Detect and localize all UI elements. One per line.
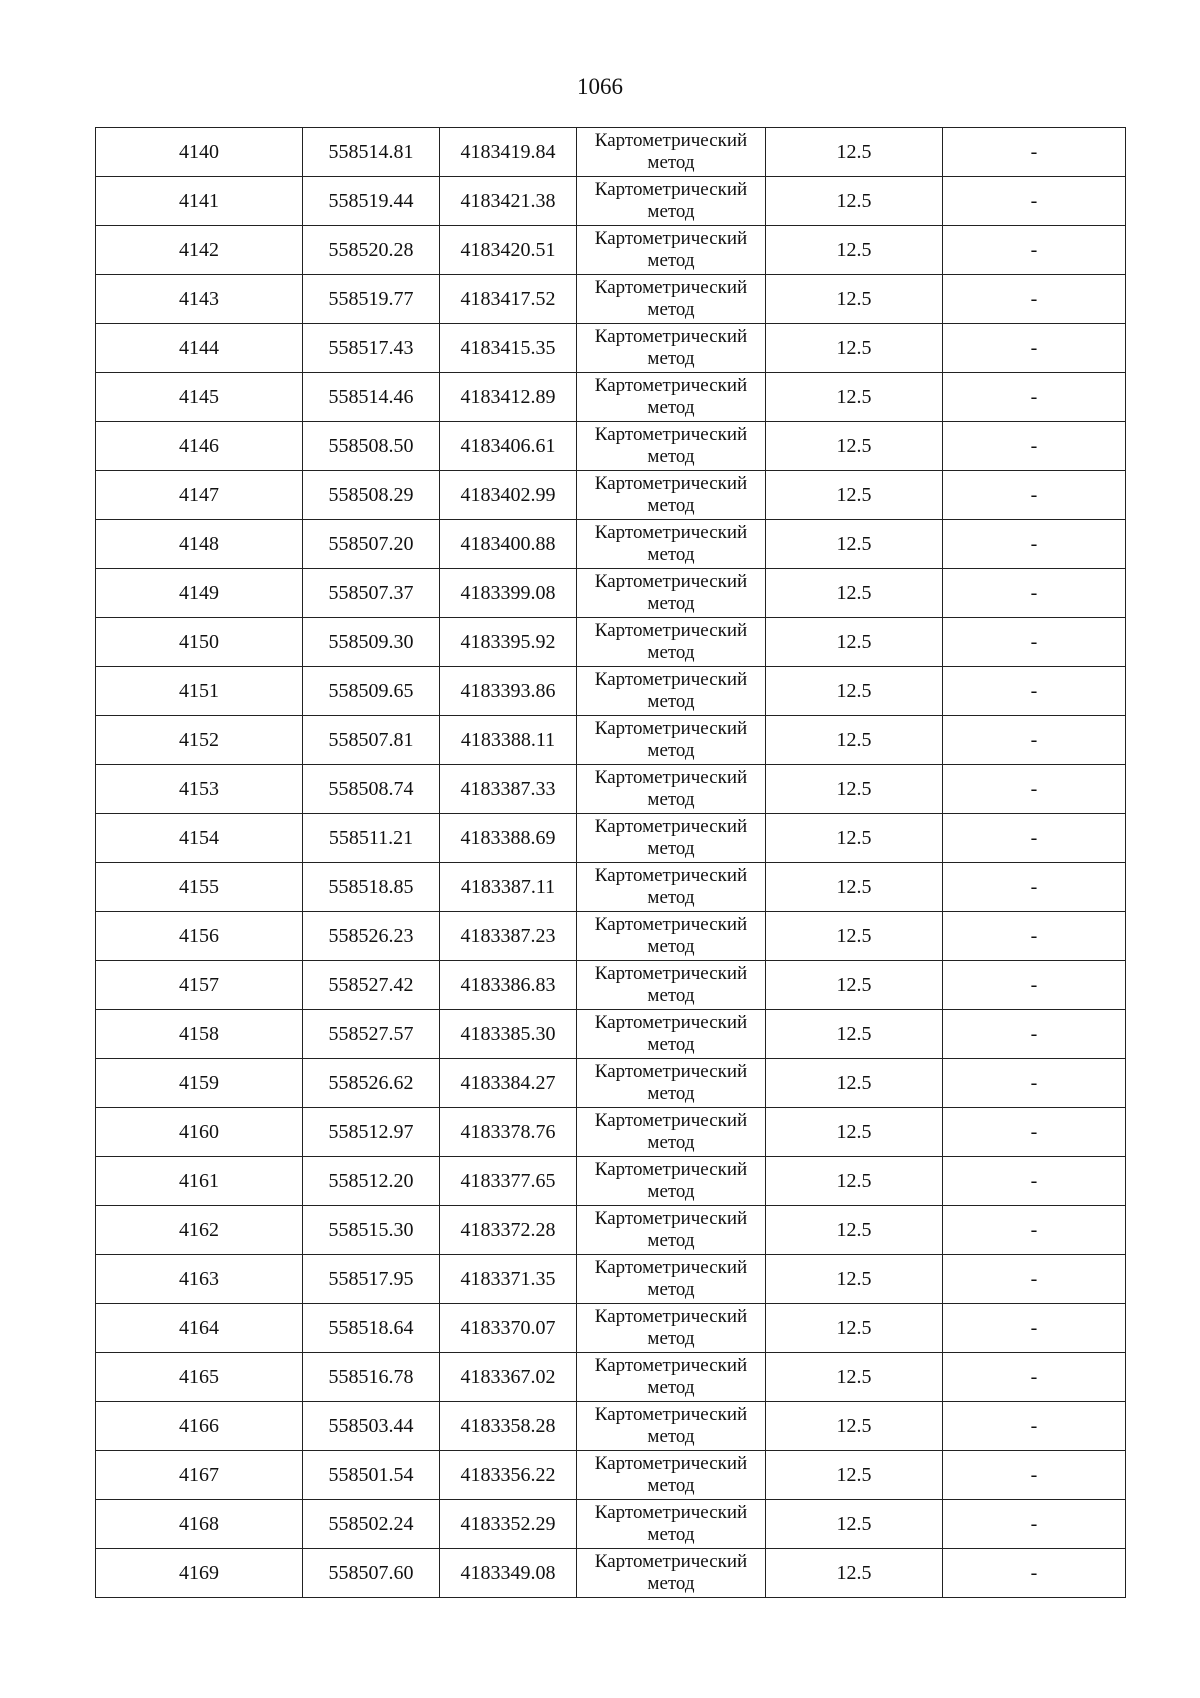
point-number-cell: 4159 [96,1059,303,1108]
accuracy-cell: 12.5 [766,373,943,422]
x-coordinate-cell: 558502.24 [303,1500,440,1549]
point-number-cell: 4168 [96,1500,303,1549]
x-coordinate-cell: 558517.95 [303,1255,440,1304]
method-cell [577,618,766,667]
x-coordinate-cell: 558527.42 [303,961,440,1010]
y-coordinate-cell: 4183349.08 [440,1549,577,1598]
method-cell [577,863,766,912]
accuracy-cell: 12.5 [766,520,943,569]
note-cell: - [943,912,1126,961]
method-line-2: метод [647,1034,695,1055]
accuracy-cell: 12.5 [766,1059,943,1108]
y-coordinate-cell: 4183378.76 [440,1108,577,1157]
note-cell: - [943,1451,1126,1500]
table-row [96,422,1126,471]
point-number-cell: 4148 [96,520,303,569]
note-cell: - [943,1549,1126,1598]
method-line-2: метод [647,1132,695,1153]
table-row [96,667,1126,716]
point-number-cell: 4152 [96,716,303,765]
note-cell: - [943,422,1126,471]
y-coordinate-cell: 4183420.51 [440,226,577,275]
table-row [96,1500,1126,1549]
coordinates-table-body [96,128,1126,1598]
table-row [96,1010,1126,1059]
y-coordinate-cell: 4183387.33 [440,765,577,814]
method-line-2: метод [647,1524,695,1545]
method-cell [577,520,766,569]
x-coordinate-cell: 558518.85 [303,863,440,912]
y-coordinate-cell: 4183402.99 [440,471,577,520]
x-coordinate-cell: 558514.46 [303,373,440,422]
table-row [96,1304,1126,1353]
y-coordinate-cell: 4183352.29 [440,1500,577,1549]
note-cell: - [943,324,1126,373]
y-coordinate-cell: 4183417.52 [440,275,577,324]
point-number-cell: 4140 [96,128,303,177]
point-number-cell: 4145 [96,373,303,422]
point-number-cell: 4164 [96,1304,303,1353]
method-cell [577,1255,766,1304]
method-line-2: метод [647,544,695,565]
accuracy-cell: 12.5 [766,1157,943,1206]
x-coordinate-cell: 558516.78 [303,1353,440,1402]
x-coordinate-cell: 558517.43 [303,324,440,373]
x-coordinate-cell: 558508.50 [303,422,440,471]
table-row [96,912,1126,961]
point-number-cell: 4161 [96,1157,303,1206]
y-coordinate-cell: 4183406.61 [440,422,577,471]
method-cell [577,128,766,177]
point-number-cell: 4146 [96,422,303,471]
method-line-2: метод [647,397,695,418]
y-coordinate-cell: 4183387.11 [440,863,577,912]
method-cell [577,1451,766,1500]
accuracy-cell: 12.5 [766,128,943,177]
method-cell [577,275,766,324]
x-coordinate-cell: 558514.81 [303,128,440,177]
note-cell: - [943,226,1126,275]
method-line-2: метод [647,642,695,663]
point-number-cell: 4147 [96,471,303,520]
note-cell: - [943,177,1126,226]
method-line-1: Картометрический [594,914,748,935]
y-coordinate-cell: 4183400.88 [440,520,577,569]
table-row [96,1255,1126,1304]
method-line-2: метод [647,299,695,320]
table-row [96,275,1126,324]
method-line-1: Картометрический [594,326,748,347]
y-coordinate-cell: 4183388.69 [440,814,577,863]
table-row [96,863,1126,912]
y-coordinate-cell: 4183385.30 [440,1010,577,1059]
method-line-2: метод [647,887,695,908]
table-row [96,177,1126,226]
y-coordinate-cell: 4183388.11 [440,716,577,765]
x-coordinate-cell: 558509.65 [303,667,440,716]
method-cell [577,814,766,863]
x-coordinate-cell: 558501.54 [303,1451,440,1500]
table-row [96,765,1126,814]
note-cell: - [943,667,1126,716]
accuracy-cell: 12.5 [766,1010,943,1059]
method-line-1: Картометрический [594,1404,748,1425]
table-row [96,1059,1126,1108]
y-coordinate-cell: 4183370.07 [440,1304,577,1353]
table-row [96,716,1126,765]
y-coordinate-cell: 4183412.89 [440,373,577,422]
method-line-2: метод [647,1377,695,1398]
method-line-2: метод [647,348,695,369]
note-cell: - [943,1255,1126,1304]
y-coordinate-cell: 4183377.65 [440,1157,577,1206]
method-line-2: метод [647,446,695,467]
method-line-1: Картометрический [594,620,748,641]
method-line-1: Картометрический [594,1453,748,1474]
x-coordinate-cell: 558515.30 [303,1206,440,1255]
method-cell [577,765,766,814]
x-coordinate-cell: 558512.20 [303,1157,440,1206]
point-number-cell: 4142 [96,226,303,275]
table-row [96,226,1126,275]
method-line-1: Картометрический [594,1110,748,1131]
table-row [96,1353,1126,1402]
note-cell: - [943,128,1126,177]
method-line-1: Картометрический [594,1159,748,1180]
method-cell [577,1059,766,1108]
method-cell [577,912,766,961]
method-cell [577,667,766,716]
method-line-2: метод [647,691,695,712]
x-coordinate-cell: 558512.97 [303,1108,440,1157]
y-coordinate-cell: 4183372.28 [440,1206,577,1255]
table-row [96,1402,1126,1451]
note-cell: - [943,1010,1126,1059]
note-cell: - [943,1500,1126,1549]
x-coordinate-cell: 558508.29 [303,471,440,520]
method-cell [577,569,766,618]
note-cell: - [943,863,1126,912]
page-number: 1066 [577,74,623,99]
method-line-1: Картометрический [594,865,748,886]
method-cell [577,1010,766,1059]
table-row [96,1157,1126,1206]
note-cell: - [943,569,1126,618]
method-line-2: метод [647,593,695,614]
point-number-cell: 4166 [96,1402,303,1451]
method-line-2: метод [647,1230,695,1251]
method-cell [577,961,766,1010]
point-number-cell: 4165 [96,1353,303,1402]
point-number-cell: 4160 [96,1108,303,1157]
table-row [96,1108,1126,1157]
accuracy-cell: 12.5 [766,1451,943,1500]
note-cell: - [943,275,1126,324]
method-cell [577,1206,766,1255]
method-line-2: метод [647,1475,695,1496]
y-coordinate-cell: 4183386.83 [440,961,577,1010]
y-coordinate-cell: 4183384.27 [440,1059,577,1108]
point-number-cell: 4151 [96,667,303,716]
method-line-1: Картометрический [594,718,748,739]
note-cell: - [943,765,1126,814]
x-coordinate-cell: 558507.81 [303,716,440,765]
method-line-2: метод [647,250,695,271]
note-cell: - [943,471,1126,520]
table-row [96,1206,1126,1255]
note-cell: - [943,1402,1126,1451]
accuracy-cell: 12.5 [766,1206,943,1255]
point-number-cell: 4149 [96,569,303,618]
y-coordinate-cell: 4183371.35 [440,1255,577,1304]
y-coordinate-cell: 4183419.84 [440,128,577,177]
note-cell: - [943,618,1126,667]
accuracy-cell: 12.5 [766,618,943,667]
x-coordinate-cell: 558509.30 [303,618,440,667]
table-row [96,814,1126,863]
method-cell [577,1402,766,1451]
note-cell: - [943,1059,1126,1108]
x-coordinate-cell: 558507.20 [303,520,440,569]
table-row [96,471,1126,520]
table-row [96,520,1126,569]
accuracy-cell: 12.5 [766,1304,943,1353]
method-line-2: метод [647,985,695,1006]
method-cell [577,1157,766,1206]
point-number-cell: 4162 [96,1206,303,1255]
table-row [96,128,1126,177]
table-row [96,618,1126,667]
y-coordinate-cell: 4183415.35 [440,324,577,373]
point-number-cell: 4144 [96,324,303,373]
x-coordinate-cell: 558520.28 [303,226,440,275]
accuracy-cell: 12.5 [766,422,943,471]
accuracy-cell: 12.5 [766,471,943,520]
x-coordinate-cell: 558519.77 [303,275,440,324]
method-cell [577,226,766,275]
method-line-1: Картометрический [594,473,748,494]
method-line-1: Картометрический [594,424,748,445]
note-cell: - [943,373,1126,422]
accuracy-cell: 12.5 [766,863,943,912]
accuracy-cell: 12.5 [766,912,943,961]
method-line-1: Картометрический [594,1551,748,1572]
y-coordinate-cell: 4183395.92 [440,618,577,667]
accuracy-cell: 12.5 [766,961,943,1010]
method-cell [577,177,766,226]
method-line-2: метод [647,201,695,222]
x-coordinate-cell: 558519.44 [303,177,440,226]
point-number-cell: 4155 [96,863,303,912]
method-line-1: Картометрический [594,228,748,249]
method-line-1: Картометрический [594,571,748,592]
point-number-cell: 4169 [96,1549,303,1598]
table-row [96,1549,1126,1598]
method-cell [577,1549,766,1598]
method-line-1: Картометрический [594,963,748,984]
method-line-1: Картометрический [594,816,748,837]
point-number-cell: 4143 [96,275,303,324]
method-line-1: Картометрический [594,522,748,543]
x-coordinate-cell: 558526.62 [303,1059,440,1108]
accuracy-cell: 12.5 [766,1108,943,1157]
method-line-1: Картометрический [594,1208,748,1229]
x-coordinate-cell: 558503.44 [303,1402,440,1451]
note-cell: - [943,1353,1126,1402]
method-line-2: метод [647,1426,695,1447]
method-cell [577,373,766,422]
table-row [96,569,1126,618]
method-cell [577,1500,766,1549]
point-number-cell: 4167 [96,1451,303,1500]
accuracy-cell: 12.5 [766,1500,943,1549]
point-number-cell: 4158 [96,1010,303,1059]
x-coordinate-cell: 558526.23 [303,912,440,961]
method-line-2: метод [647,1279,695,1300]
note-cell: - [943,814,1126,863]
y-coordinate-cell: 4183421.38 [440,177,577,226]
method-line-2: метод [647,1328,695,1349]
method-line-1: Картометрический [594,669,748,690]
accuracy-cell: 12.5 [766,1549,943,1598]
method-line-1: Картометрический [594,1012,748,1033]
y-coordinate-cell: 4183356.22 [440,1451,577,1500]
method-line-2: метод [647,1573,695,1594]
method-line-1: Картометрический [594,179,748,200]
method-line-1: Картометрический [594,277,748,298]
accuracy-cell: 12.5 [766,765,943,814]
y-coordinate-cell: 4183399.08 [440,569,577,618]
method-line-1: Картометрический [594,1355,748,1376]
accuracy-cell: 12.5 [766,226,943,275]
method-line-2: метод [647,936,695,957]
method-line-2: метод [647,1181,695,1202]
method-cell [577,471,766,520]
accuracy-cell: 12.5 [766,324,943,373]
point-number-cell: 4154 [96,814,303,863]
table-row [96,1451,1126,1500]
method-cell [577,1304,766,1353]
x-coordinate-cell: 558508.74 [303,765,440,814]
point-number-cell: 4157 [96,961,303,1010]
accuracy-cell: 12.5 [766,177,943,226]
accuracy-cell: 12.5 [766,1353,943,1402]
y-coordinate-cell: 4183367.02 [440,1353,577,1402]
method-cell [577,1353,766,1402]
y-coordinate-cell: 4183358.28 [440,1402,577,1451]
point-number-cell: 4141 [96,177,303,226]
method-line-2: метод [647,740,695,761]
y-coordinate-cell: 4183387.23 [440,912,577,961]
method-line-1: Картометрический [594,767,748,788]
method-line-2: метод [647,789,695,810]
method-line-2: метод [647,152,695,173]
x-coordinate-cell: 558527.57 [303,1010,440,1059]
accuracy-cell: 12.5 [766,1255,943,1304]
method-cell [577,422,766,471]
note-cell: - [943,1304,1126,1353]
note-cell: - [943,961,1126,1010]
point-number-cell: 4153 [96,765,303,814]
method-cell [577,716,766,765]
x-coordinate-cell: 558507.37 [303,569,440,618]
method-line-1: Картометрический [594,1306,748,1327]
point-number-cell: 4156 [96,912,303,961]
method-line-2: метод [647,495,695,516]
x-coordinate-cell: 558511.21 [303,814,440,863]
table-row [96,961,1126,1010]
method-line-1: Картометрический [594,1257,748,1278]
table-row [96,324,1126,373]
note-cell: - [943,716,1126,765]
accuracy-cell: 12.5 [766,275,943,324]
method-line-1: Картометрический [594,1061,748,1082]
accuracy-cell: 12.5 [766,716,943,765]
x-coordinate-cell: 558518.64 [303,1304,440,1353]
method-line-2: метод [647,838,695,859]
point-number-cell: 4163 [96,1255,303,1304]
method-cell [577,324,766,373]
point-number-cell: 4150 [96,618,303,667]
coordinates-table [95,127,1126,1598]
note-cell: - [943,1157,1126,1206]
method-cell [577,1108,766,1157]
y-coordinate-cell: 4183393.86 [440,667,577,716]
note-cell: - [943,1108,1126,1157]
method-line-1: Картометрический [594,130,748,151]
note-cell: - [943,520,1126,569]
x-coordinate-cell: 558507.60 [303,1549,440,1598]
note-cell: - [943,1206,1126,1255]
method-line-1: Картометрический [594,375,748,396]
accuracy-cell: 12.5 [766,667,943,716]
accuracy-cell: 12.5 [766,1402,943,1451]
accuracy-cell: 12.5 [766,814,943,863]
table-row [96,373,1126,422]
method-line-2: метод [647,1083,695,1104]
accuracy-cell: 12.5 [766,569,943,618]
method-line-1: Картометрический [594,1502,748,1523]
